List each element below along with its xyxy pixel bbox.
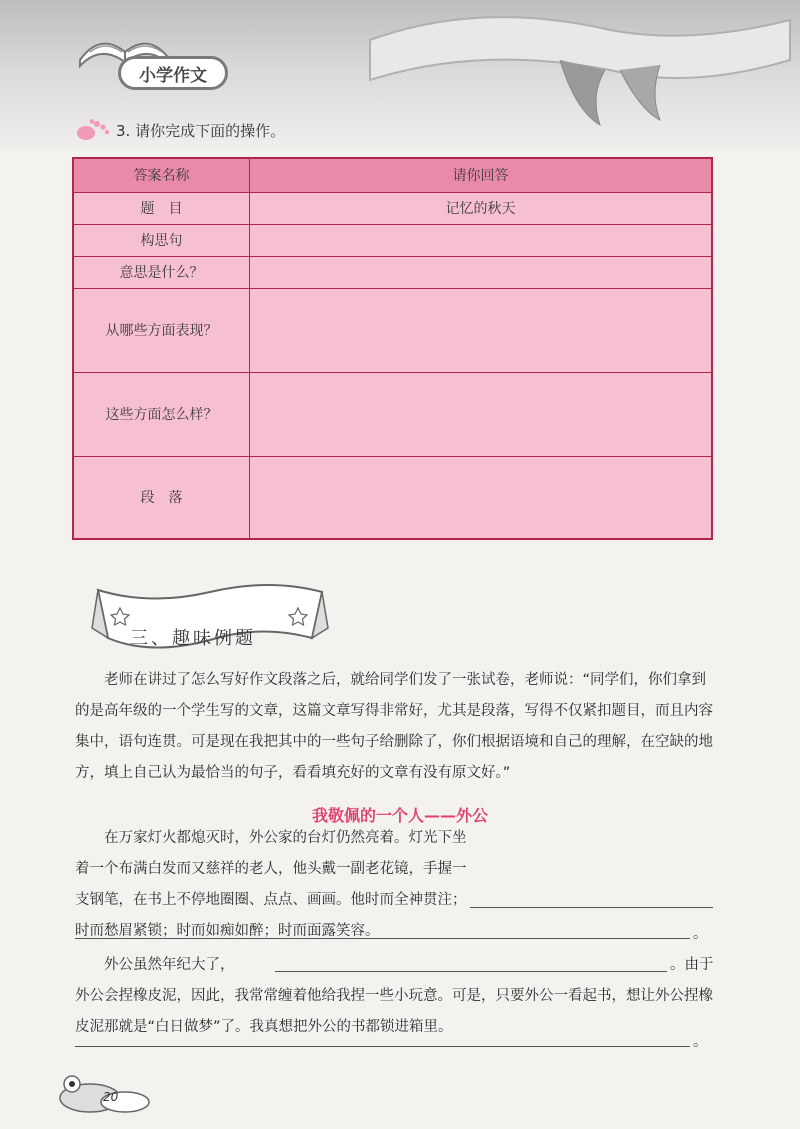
table-row [73, 224, 712, 256]
table-row [73, 192, 712, 224]
instruction-line [72, 117, 285, 143]
row-answer[interactable] [250, 256, 713, 288]
row-label: 段 落 [73, 456, 250, 539]
row-label: 意思是什么？ [73, 256, 250, 288]
fill-blank-1a[interactable] [470, 907, 713, 908]
blank-3-end-mark: 。 [693, 1034, 708, 1050]
row-answer[interactable]: 记忆的秋天 [250, 192, 713, 224]
table-row [73, 456, 712, 539]
header-your-answer: 请你回答 [250, 158, 713, 192]
section-title: 三、趣味例题 [130, 628, 256, 649]
row-answer[interactable] [250, 456, 713, 539]
row-answer[interactable] [250, 372, 713, 456]
row-answer[interactable] [250, 224, 713, 256]
intro-paragraph: 老师在讲过了怎么写好作文段落之后，就给同学们发了一张试卷，老师说：“同学们，你们拿到的是高年级的一个学生写的文章，这篇文章写得非常好，尤其是段落，写得不仅紧扣题目，而且内容集中，语句连贯。可是现在我把其中的一些句子给删除了，你们根据语境和自己的理解，在空缺的地方，填上自己认为最恰当的句子，看看填充好的文章有没有原文好。” [75, 672, 713, 781]
story-title: 我敬佩的一个人——外公 [311, 806, 488, 825]
blank-1-end-mark: 。 [693, 926, 708, 942]
story-paragraph-1 [75, 823, 470, 947]
instruction-text: 3. 请你完成下面的操作。 [116, 121, 286, 140]
story-paragraph-1-text: 在万家灯火都熄灭时，外公家的台灯仍然亮着。灯光下坐着一个布满白发而又慈祥的老人，他头戴一副老花镜，手握一支钢笔，在书上不停地圈圈、点点、画画。他时而全神贯注；时而愁眉紧锁；时而如痴如醉；时而面露笑容。 [75, 830, 467, 939]
story-paragraph-2-rest-wrap [75, 950, 718, 1043]
scroll-ribbon-icon [360, 0, 800, 130]
table-row [73, 288, 712, 372]
footprint-icon [72, 118, 112, 142]
row-answer[interactable] [250, 288, 713, 372]
table-header-row [73, 158, 712, 192]
fill-blank-3[interactable] [75, 1046, 690, 1047]
story-paragraph-2-start: 外公虽然年纪大了， [104, 957, 235, 973]
row-label: 题 目 [73, 192, 250, 224]
row-label: 从哪些方面表现？ [73, 288, 250, 372]
row-label: 这些方面怎么样？ [73, 372, 250, 456]
fill-blank-1b[interactable] [75, 938, 690, 939]
table-row [73, 372, 712, 456]
page-number: 20 [103, 1090, 119, 1104]
table-row [73, 256, 712, 288]
category-badge: 小学作文 [118, 56, 228, 90]
answer-table [72, 157, 713, 540]
story-paragraph-2-rest: 。由于外公会捏橡皮泥，因此，我常常缠着他给我捏一些小玩意。可是，只要外公一看起书，想让外公捏橡皮泥那就是“白日做梦”了。我真想把外公的书都锁进箱里。 [75, 957, 714, 1035]
row-label: 构思句 [73, 224, 250, 256]
cartoon-bug-icon [50, 1068, 150, 1118]
header-answer-name: 答案名称 [73, 158, 250, 192]
